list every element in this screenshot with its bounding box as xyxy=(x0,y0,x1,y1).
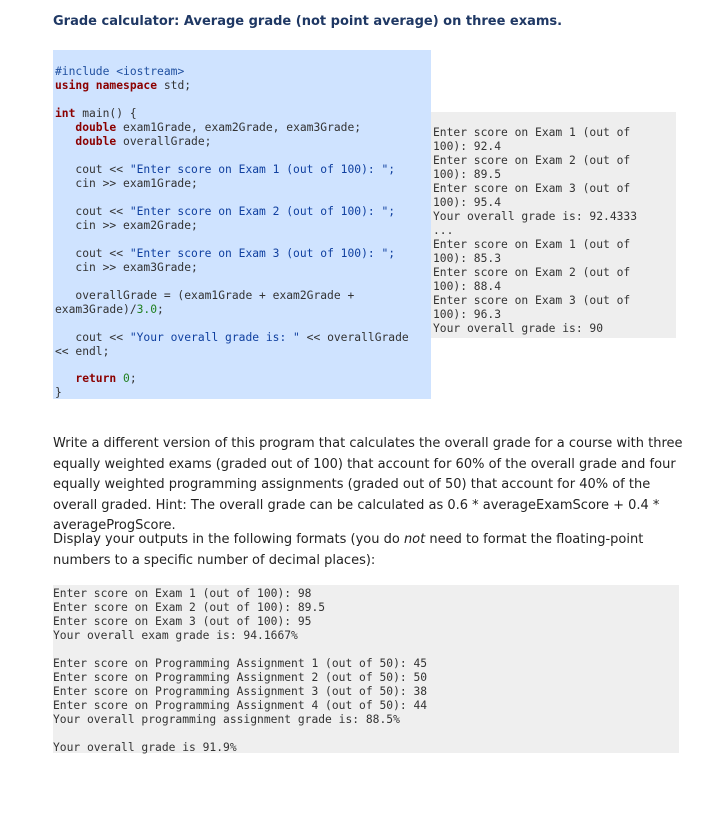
cin3-text: cin >> exam3Grade; xyxy=(75,261,198,274)
close-brace: } xyxy=(55,386,62,399)
output-line: Enter score on Exam 1 (out of xyxy=(433,238,631,251)
cout1-prefix: cout << xyxy=(75,163,130,176)
cout3-prefix: cout << xyxy=(75,247,130,260)
cout1-string: "Enter score on Exam 1 (out of 100): "; xyxy=(129,163,396,176)
code-line-using xyxy=(55,79,191,93)
code-line-decl1 xyxy=(55,121,361,135)
cout2-string: "Enter score on Exam 2 (out of 100): "; xyxy=(129,205,396,218)
main-signature: main() { xyxy=(82,107,137,120)
include-keyword: #include xyxy=(55,65,110,78)
output-line: Your overall grade is: 90 xyxy=(433,322,604,335)
sample-line: Enter score on Exam 1 (out of 100): 98 xyxy=(53,587,312,600)
page-title: Grade calculator: Average grade (not point average) on three exams. xyxy=(53,14,563,29)
code-line-return xyxy=(55,372,137,386)
cout4-prefix: cout << xyxy=(75,331,130,344)
code-line-include xyxy=(55,65,184,79)
display-paragraph xyxy=(53,530,683,571)
sample-line: Enter score on Programming Assignment 4 (out of 50): 44 xyxy=(53,699,428,712)
code-line-cout4 xyxy=(55,331,409,345)
output-line: Enter score on Exam 3 (out of xyxy=(433,182,631,195)
display-text-start: Display your outputs in the following formats (you do xyxy=(53,532,404,547)
output-line: Enter score on Exam 1 (out of xyxy=(433,126,631,139)
code-line-endl xyxy=(55,345,109,359)
output-line: 100): 88.4 xyxy=(433,280,502,293)
expected-output-box xyxy=(53,585,679,753)
calc2-number: 3.0 xyxy=(136,303,158,316)
sample-line: Your overall grade is 91.9% xyxy=(53,741,237,754)
code-line-cin3 xyxy=(55,261,198,275)
decl1-vars: exam1Grade, exam2Grade, exam3Grade; xyxy=(123,121,362,134)
code-line-decl2 xyxy=(55,135,211,149)
decl2-keyword: double xyxy=(75,135,117,148)
include-library: <iostream> xyxy=(116,65,185,78)
code-line-cout3 xyxy=(55,247,395,261)
calc2-prefix: exam3Grade)/ xyxy=(55,303,137,316)
code-line-cout2 xyxy=(55,205,395,219)
main-keyword: int xyxy=(55,107,76,120)
sample-line: Your overall exam grade is: 94.1667% xyxy=(53,629,298,642)
cout2-prefix: cout << xyxy=(75,205,130,218)
endl-text: << endl; xyxy=(55,345,110,358)
code-line-cin1 xyxy=(55,177,198,191)
sample-line: Enter score on Programming Assignment 3 (out of 50): 38 xyxy=(53,685,428,698)
sample-output-box xyxy=(431,112,676,338)
calc2-end: ; xyxy=(157,303,164,316)
display-text-end: need to format the floating-point numbers to a specific number of decimal places): xyxy=(53,532,644,568)
using-keyword: using namespace xyxy=(55,79,158,92)
decl1-keyword: double xyxy=(75,121,117,134)
return-keyword: return xyxy=(75,372,117,385)
output-line: 100): 85.3 xyxy=(433,252,502,265)
code-line-calc2 xyxy=(55,303,164,317)
output-line: 100): 92.4 xyxy=(433,140,502,153)
sample-line: Enter score on Programming Assignment 1 (out of 50): 45 xyxy=(53,657,428,670)
output-line: ... xyxy=(433,224,454,237)
output-line: 100): 89.5 xyxy=(433,168,502,181)
sample-line: Enter score on Exam 2 (out of 100): 89.5 xyxy=(53,601,326,614)
decl2-vars: overallGrade; xyxy=(123,135,212,148)
output-line: Enter score on Exam 2 (out of xyxy=(433,266,631,279)
cout3-string: "Enter score on Exam 3 (out of 100): "; xyxy=(129,247,396,260)
using-namespace: std; xyxy=(163,79,192,92)
return-value: 0 xyxy=(123,372,130,385)
output-line: Enter score on Exam 2 (out of xyxy=(433,154,631,167)
code-line-close xyxy=(55,386,62,400)
code-line-cin2 xyxy=(55,219,198,233)
sample-line: Your overall programming assignment grade is: 88.5% xyxy=(53,713,400,726)
output-line: Enter score on Exam 3 (out of xyxy=(433,294,631,307)
code-line-main xyxy=(55,107,137,121)
cout4-suffix: << overallGrade xyxy=(299,331,409,344)
cin1-text: cin >> exam1Grade; xyxy=(75,177,198,190)
output-line: 100): 96.3 xyxy=(433,308,502,321)
code-block xyxy=(53,50,431,399)
output-line: 100): 95.4 xyxy=(433,196,502,209)
instructions-paragraph: Write a different version of this program that calculates the overall grade for a course with three equally weighted exams (graded out of 100) that account for 60% of the overall grade and four equally weighted programming assignments (graded out of 50) that account for 40% of the overall graded. Hint: The overall grade can be calculated as 0.6 * averageExamScore + 0.4 * averageProgScore. xyxy=(53,436,683,533)
sample-line: Enter score on Programming Assignment 2 (out of 50): 50 xyxy=(53,671,428,684)
code-line-calc1 xyxy=(55,289,354,303)
display-emphasis: not xyxy=(403,532,426,547)
code-line-cout1 xyxy=(55,163,395,177)
cout4-string: "Your overall grade is: " xyxy=(129,331,300,344)
sample-line: Enter score on Exam 3 (out of 100): 95 xyxy=(53,615,312,628)
cin2-text: cin >> exam2Grade; xyxy=(75,219,198,232)
output-line: Your overall grade is: 92.4333 xyxy=(433,210,638,223)
calc1-text: overallGrade = (exam1Grade + exam2Grade + xyxy=(75,289,355,302)
return-end: ; xyxy=(129,372,137,385)
